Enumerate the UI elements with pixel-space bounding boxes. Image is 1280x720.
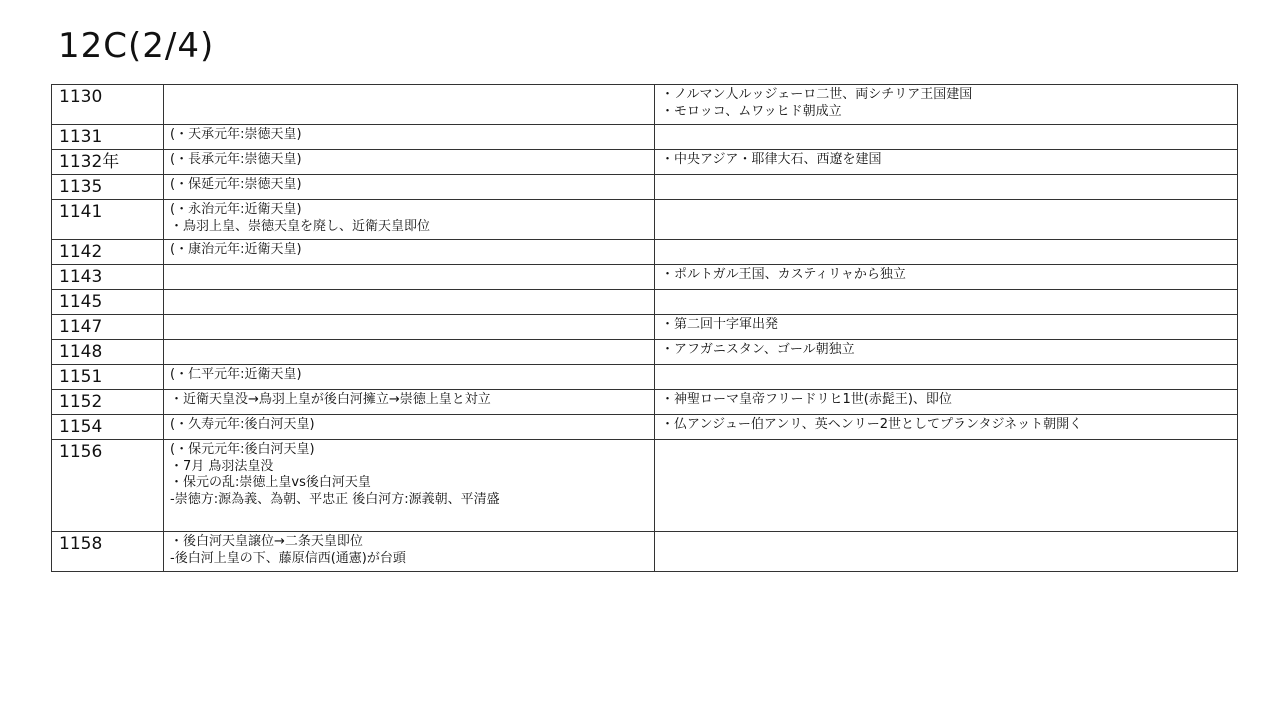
japan-events-cell — [164, 200, 655, 240]
japan-events-cell — [164, 240, 655, 265]
table-row — [52, 315, 1238, 340]
japan-event-line: (・康治元年:近衛天皇) — [170, 242, 302, 257]
world-events-cell — [655, 532, 1238, 572]
world-event-line: ・モロッコ、ムワッヒド朝成立 — [661, 103, 842, 119]
japan-event-line: ・保元の乱:崇徳上皇vs後白河天皇 — [170, 475, 371, 490]
japan-event-line: (・仁平元年:近衛天皇) — [170, 367, 302, 382]
japan-events-cell — [164, 415, 655, 440]
japan-events-cell — [164, 265, 655, 290]
japan-events-cell — [164, 150, 655, 175]
table-row — [52, 85, 1238, 125]
year-cell: 1130 — [52, 85, 164, 125]
japan-events-cell — [164, 315, 655, 340]
japan-event-line: (・保元元年:後白河天皇) — [170, 442, 315, 457]
japan-events-cell — [164, 125, 655, 150]
world-events-cell — [655, 200, 1238, 240]
world-events-cell — [655, 315, 1238, 340]
year-cell: 1151 — [52, 365, 164, 390]
table-row — [52, 340, 1238, 365]
world-event-line: ・ノルマン人ルッジェーロ二世、両シチリア王国建国 — [661, 87, 973, 102]
world-events-cell — [655, 340, 1238, 365]
table-row — [52, 415, 1238, 440]
table-row — [52, 265, 1238, 290]
year-cell: 1131 — [52, 125, 164, 150]
world-events-cell — [655, 290, 1238, 315]
year-cell: 1141 — [52, 200, 164, 240]
year-cell: 1147 — [52, 315, 164, 340]
world-events-cell — [655, 390, 1238, 415]
timeline-table — [51, 84, 1238, 572]
table-row — [52, 125, 1238, 150]
year-cell: 1135 — [52, 175, 164, 200]
table-row — [52, 150, 1238, 175]
year-cell: 1132年 — [52, 150, 164, 175]
world-events-cell — [655, 175, 1238, 200]
japan-events-cell — [164, 532, 655, 572]
japan-events-cell — [164, 390, 655, 415]
year-cell: 1148 — [52, 340, 164, 365]
year-cell: 1158 — [52, 532, 164, 572]
table-row — [52, 365, 1238, 390]
world-event-line: ・神聖ローマ皇帝フリードリヒ1世(赤髭王)、即位 — [661, 392, 952, 407]
japan-events-cell — [164, 175, 655, 200]
world-events-cell — [655, 415, 1238, 440]
japan-event-line: ・7月 鳥羽法皇没 — [170, 458, 274, 474]
slide-title: 12C(2/4) — [58, 26, 215, 66]
japan-event-line: (・久寿元年:後白河天皇) — [170, 417, 315, 432]
world-events-cell — [655, 240, 1238, 265]
world-event-line: ・アフガニスタン、ゴール朝独立 — [661, 342, 855, 357]
japan-event-line: ・鳥羽上皇、崇徳天皇を廃し、近衛天皇即位 — [170, 218, 431, 234]
table-row — [52, 390, 1238, 415]
world-events-cell — [655, 150, 1238, 175]
japan-events-cell — [164, 290, 655, 315]
world-event-line: ・第二回十字軍出発 — [661, 317, 779, 332]
japan-event-line: -崇徳方:源為義、為朝、平忠正 後白河方:源義朝、平清盛 — [170, 491, 500, 507]
japan-event-line: (・永治元年:近衛天皇) — [170, 202, 302, 217]
table-row — [52, 200, 1238, 240]
year-cell: 1145 — [52, 290, 164, 315]
japan-event-line: (・保延元年:崇徳天皇) — [170, 177, 302, 192]
world-events-cell — [655, 85, 1238, 125]
world-events-cell — [655, 440, 1238, 532]
japan-event-line: ・近衛天皇没→鳥羽上皇が後白河擁立→崇徳上皇と対立 — [170, 392, 491, 407]
japan-event-line: ・後白河天皇譲位→二条天皇即位 — [170, 534, 363, 549]
world-event-line: ・仏アンジュー伯アンリ、英ヘンリー2世としてプランタジネット朝開く — [661, 417, 1083, 432]
japan-events-cell — [164, 440, 655, 532]
japan-event-line: (・天承元年:崇徳天皇) — [170, 127, 302, 142]
world-events-cell — [655, 365, 1238, 390]
world-events-cell — [655, 265, 1238, 290]
world-event-line: ・中央アジア・耶律大石、西遼を建国 — [661, 152, 882, 167]
world-events-cell — [655, 125, 1238, 150]
japan-event-line: (・長承元年:崇徳天皇) — [170, 152, 302, 167]
year-cell: 1142 — [52, 240, 164, 265]
year-cell: 1154 — [52, 415, 164, 440]
japan-events-cell — [164, 365, 655, 390]
table-row — [52, 532, 1238, 572]
japan-event-line: -後白河上皇の下、藤原信西(通憲)が台頭 — [170, 550, 406, 566]
table-row — [52, 175, 1238, 200]
year-cell: 1143 — [52, 265, 164, 290]
japan-events-cell — [164, 340, 655, 365]
year-cell: 1156 — [52, 440, 164, 532]
world-event-line: ・ポルトガル王国、カスティリャから独立 — [661, 267, 906, 282]
japan-events-cell — [164, 85, 655, 125]
table-row — [52, 290, 1238, 315]
table-row — [52, 440, 1238, 532]
year-cell: 1152 — [52, 390, 164, 415]
table-row — [52, 240, 1238, 265]
timeline-rows — [52, 85, 1238, 572]
